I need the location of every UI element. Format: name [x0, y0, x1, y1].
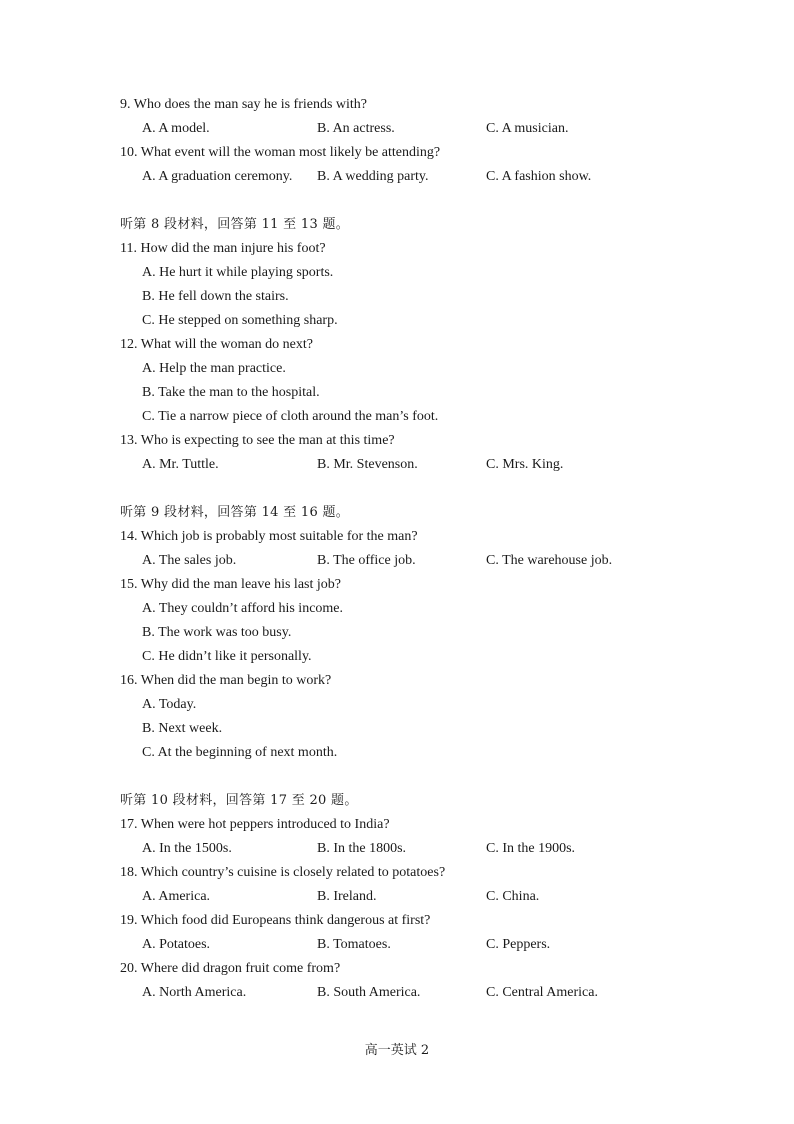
section-10-heading: 听第 10 段材料，回答第 17 至 20 题。: [120, 793, 358, 808]
question-14-options: [120, 549, 680, 573]
question-17-options: [120, 837, 680, 861]
question-20-options: [120, 981, 680, 1005]
option-b: B. Tomatoes.: [317, 937, 391, 952]
option-a: A. A model.: [142, 121, 210, 136]
option-a: A. Today.: [142, 697, 197, 712]
option-a: A. They couldn’t afford his income.: [142, 601, 344, 616]
option-c: C. In the 1900s.: [486, 841, 576, 856]
question-15: 15. Why did the man leave his last job?: [120, 577, 341, 592]
option-c: C. At the beginning of next month.: [142, 745, 338, 760]
option-c: C. He stepped on something sharp.: [142, 313, 338, 328]
question-list: [120, 93, 680, 1005]
option-a: A. North America.: [142, 985, 247, 1000]
option-b: B. An actress.: [317, 121, 395, 136]
page-footer: 高一英试 2: [364, 1043, 430, 1058]
option-b: B. A wedding party.: [317, 169, 429, 184]
question-13: 13. Who is expecting to see the man at this time?: [120, 433, 395, 448]
option-a: A. In the 1500s.: [142, 841, 232, 856]
question-17: 17. When were hot peppers introduced to India?: [120, 817, 390, 832]
option-a: A. The sales job.: [142, 553, 237, 568]
option-b: B. Take the man to the hospital.: [142, 385, 320, 400]
option-b: B. Next week.: [142, 721, 223, 736]
question-10: 10. What event will the woman most likely be attending?: [120, 145, 441, 160]
option-b: B. In the 1800s.: [317, 841, 407, 856]
question-11: 11. How did the man injure his foot?: [120, 241, 326, 256]
question-12: 12. What will the woman do next?: [120, 337, 313, 352]
option-c: C. Peppers.: [486, 937, 551, 952]
option-c: C. China.: [486, 889, 540, 904]
option-c: C. The warehouse job.: [486, 553, 613, 568]
option-c: C. Central America.: [486, 985, 598, 1000]
question-19: 19. Which food did Europeans think dangerous at first?: [120, 913, 431, 928]
option-c: C. He didn’t like it personally.: [142, 649, 312, 664]
option-a: A. A graduation ceremony.: [142, 169, 293, 184]
question-14: 14. Which job is probably most suitable for the man?: [120, 529, 418, 544]
option-c: C. Mrs. King.: [486, 457, 564, 472]
question-13-options: [120, 453, 680, 477]
option-a: A. Potatoes.: [142, 937, 211, 952]
question-9: 9. Who does the man say he is friends with?: [120, 97, 368, 112]
option-b: B. The work was too busy.: [142, 625, 292, 640]
question-18: 18. Which country’s cuisine is closely related to potatoes?: [120, 865, 446, 880]
option-b: B. He fell down the stairs.: [142, 289, 289, 304]
question-9-options: [120, 117, 680, 141]
option-c: C. Tie a narrow piece of cloth around the man’s foot.: [142, 409, 439, 424]
question-18-options: [120, 885, 680, 909]
question-10-options: [120, 165, 680, 189]
option-a: A. America.: [142, 889, 211, 904]
option-a: A. Mr. Tuttle.: [142, 457, 219, 472]
option-c: C. A fashion show.: [486, 169, 592, 184]
option-b: B. Mr. Stevenson.: [317, 457, 418, 472]
question-19-options: [120, 933, 680, 957]
question-16: 16. When did the man begin to work?: [120, 673, 332, 688]
question-20: 20. Where did dragon fruit come from?: [120, 961, 341, 976]
option-b: B. South America.: [317, 985, 421, 1000]
option-a: A. Help the man practice.: [142, 361, 286, 376]
section-8-heading: 听第 8 段材料，回答第 11 至 13 题。: [120, 217, 350, 232]
option-b: B. Ireland.: [317, 889, 377, 904]
option-a: A. He hurt it while playing sports.: [142, 265, 334, 280]
option-c: C. A musician.: [486, 121, 569, 136]
section-9-heading: 听第 9 段材料，回答第 14 至 16 题。: [120, 505, 350, 520]
option-b: B. The office job.: [317, 553, 416, 568]
